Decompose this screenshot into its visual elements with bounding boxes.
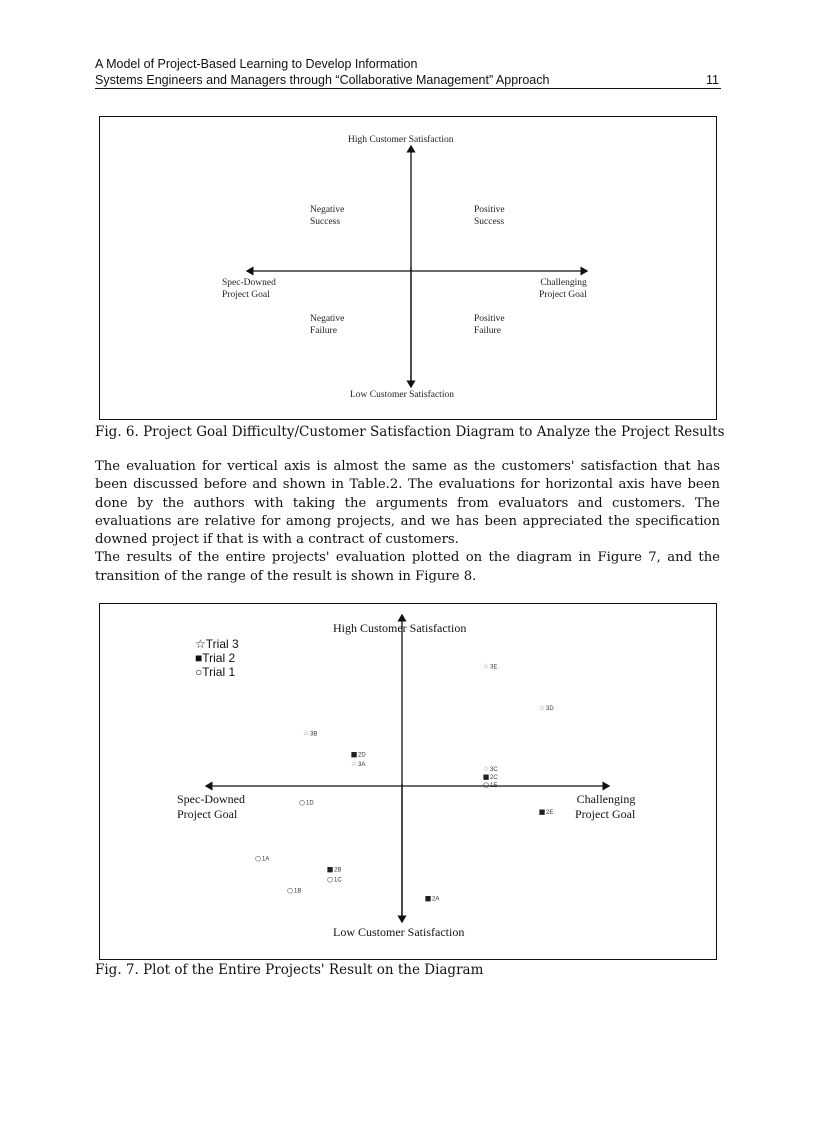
- fig6-q-br-line1: Positive: [474, 314, 505, 324]
- fig6-q-bl-line2: Failure: [310, 325, 337, 336]
- fig7-axis-left-label: [177, 792, 245, 822]
- figure-6-caption: Fig. 6. Project Goal Difficulty/Customer Satisfaction Diagram to Analyze the Project Results: [95, 424, 725, 440]
- fig6-q-tl-line2: Success: [310, 216, 341, 227]
- point-marker-2D: ■: [350, 750, 358, 759]
- fig7-axis-right-line1: Challenging: [576, 792, 636, 806]
- fig6-quadrant-negative-success: [310, 205, 344, 228]
- point-marker-3A: ☆: [350, 760, 358, 769]
- figure-7-frame: [99, 603, 717, 960]
- point-label-3B: 3B: [310, 731, 318, 738]
- point-marker-1E: ○: [482, 780, 490, 789]
- paragraph-2: The results of the entire projects' evaluation plotted on the diagram in Figure 7, and the transition of the range of the result is shown in Figure 8.: [95, 550, 720, 584]
- fig6-q-br-line2: Failure: [474, 325, 501, 336]
- point-marker-3C: ☆: [482, 764, 490, 773]
- point-label-3A: 3A: [358, 762, 366, 769]
- star-icon: ☆: [195, 637, 206, 651]
- header-rule: [95, 88, 721, 89]
- point-label-3D: 3D: [546, 706, 554, 713]
- fig7-axis-left-line2: Project Goal: [177, 807, 238, 821]
- fig7-axis-top-label: High Customer Satisfaction: [333, 621, 467, 635]
- legend-label-trial-3: Trial 3: [205, 637, 239, 651]
- fig6-quadrant-negative-failure: [310, 314, 344, 337]
- fig6-q-tr-line2: Success: [474, 216, 505, 227]
- fig6-q-tl-line1: Negative: [310, 205, 345, 215]
- fig7-axis-left-line1: Spec-Downed: [177, 792, 245, 806]
- fig6-quadrant-positive-failure: [474, 314, 505, 337]
- point-label-3C: 3C: [490, 766, 498, 773]
- point-marker-3B: ☆: [302, 729, 310, 738]
- circle-icon: ○: [195, 665, 203, 679]
- fig6-quadrant-positive-success: [474, 205, 505, 228]
- point-marker-1B: ○: [286, 886, 294, 895]
- fig7-axis-right-line2: Project Goal: [575, 807, 636, 821]
- point-marker-1D: ○: [298, 798, 306, 807]
- legend-item-trial-1: [195, 665, 239, 679]
- point-label-1D: 1D: [306, 800, 314, 807]
- point-marker-1A: ○: [254, 854, 262, 863]
- legend-item-trial-3: [195, 637, 239, 651]
- point-label-3E: 3E: [490, 664, 498, 671]
- running-header-line-2: Systems Engineers and Managers through “Collaborative Management” Approach: [95, 73, 550, 87]
- point-label-2B: 2B: [334, 867, 342, 874]
- figure-6-axes: [100, 117, 715, 418]
- fig6-axis-right-line1: Challenging: [540, 278, 587, 288]
- point-label-1B: 1B: [294, 888, 302, 895]
- point-marker-3D: ☆: [538, 704, 546, 713]
- page-number: 11: [706, 73, 719, 87]
- point-marker-2B: ■: [326, 865, 334, 874]
- point-label-1A: 1A: [262, 856, 270, 863]
- fig6-axis-top-label: High Customer Satisfaction: [348, 135, 454, 145]
- fig6-axis-right-line2: Project Goal: [539, 289, 587, 300]
- running-header-line-1: A Model of Project-Based Learning to Develop Information: [95, 57, 418, 71]
- legend-label-trial-1: Trial 1: [202, 665, 236, 679]
- fig6-axis-left-line1: Spec-Downed: [222, 278, 276, 288]
- point-label-2C: 2C: [490, 774, 498, 781]
- fig7-axis-right-label: [575, 792, 635, 822]
- legend-label-trial-2: Trial 2: [202, 651, 236, 665]
- fig6-axis-left-line2: Project Goal: [222, 289, 270, 300]
- point-marker-2A: ■: [424, 894, 432, 903]
- point-label-2A: 2A: [432, 896, 440, 903]
- fig6-q-tr-line1: Positive: [474, 205, 505, 215]
- point-marker-2E: ■: [538, 808, 546, 817]
- figure-7-plot: [100, 604, 715, 958]
- fig7-points-group: [255, 663, 554, 903]
- point-label-2D: 2D: [358, 752, 366, 759]
- point-marker-1C: ○: [326, 875, 334, 884]
- point-label-1E: 1E: [490, 782, 498, 789]
- fig7-axis-bottom-label: Low Customer Satisfaction: [333, 925, 465, 939]
- fig6-q-bl-line1: Negative: [310, 314, 345, 324]
- body-text: [95, 458, 720, 586]
- fig7-legend: [195, 637, 239, 679]
- legend-item-trial-2: [195, 651, 239, 665]
- point-label-2E: 2E: [546, 810, 554, 817]
- fig6-axis-left-label: [222, 278, 276, 301]
- figure-6-frame: [99, 116, 717, 420]
- square-icon: ■: [195, 651, 203, 665]
- point-label-1C: 1C: [334, 877, 342, 884]
- point-marker-2C: ■: [482, 772, 490, 781]
- paragraph-1: The evaluation for vertical axis is almost the same as the customers' satisfaction that has been discussed before and shown in Table.2. The evaluations for horizontal axis have been done by the authors with taking the arguments from evaluators and customers. The evaluations are relative for among projects, and we has been appreciated the specification downed project if that is with a contract of customers.: [95, 459, 720, 548]
- fig6-axis-bottom-label: Low Customer Satisfaction: [350, 390, 454, 400]
- fig6-axis-right-label: [539, 278, 587, 301]
- point-marker-3E: ☆: [482, 662, 490, 671]
- figure-7-caption: Fig. 7. Plot of the Entire Projects' Result on the Diagram: [95, 962, 484, 978]
